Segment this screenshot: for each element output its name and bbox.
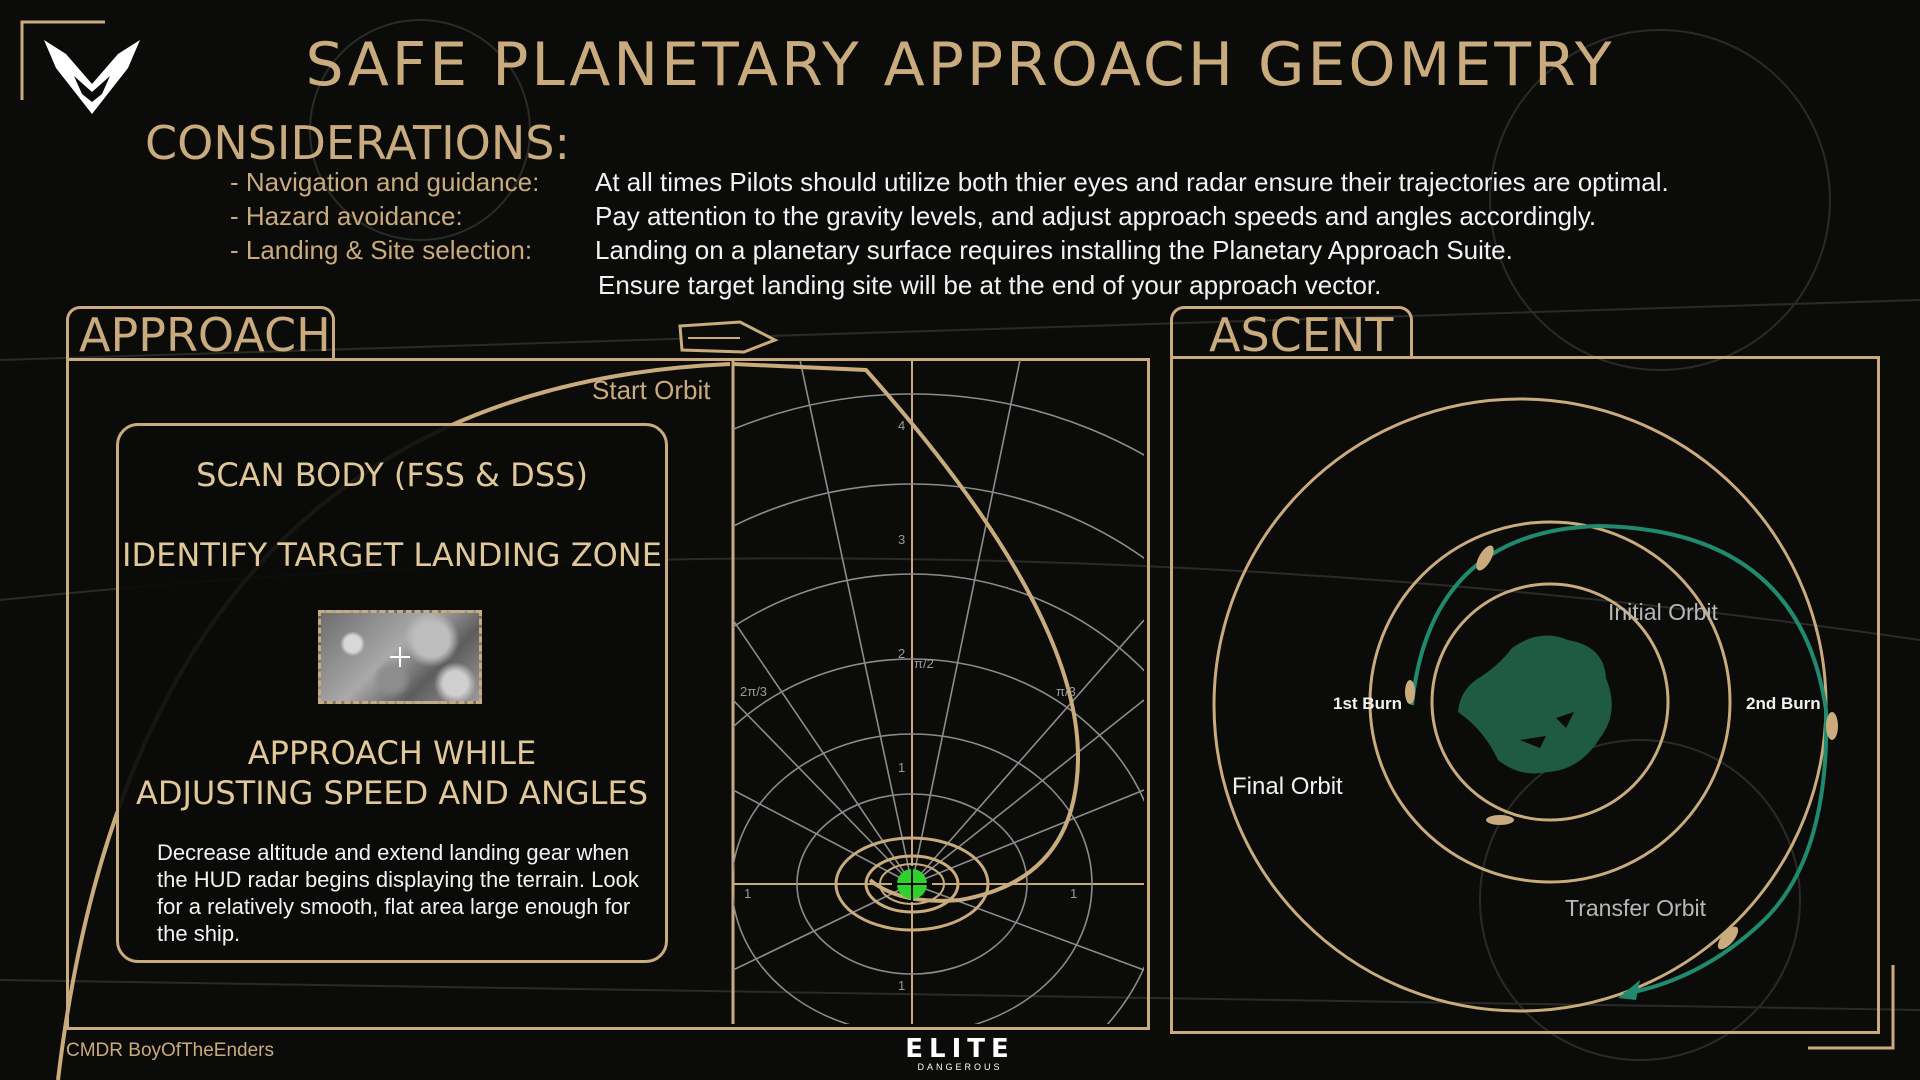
approach-tab: APPROACH	[66, 306, 335, 361]
approach-note: Decrease altitude and extend landing gear when the HUD radar begins displaying the terrain. Look for a relatively smooth, flat area large enough for the ship.	[157, 840, 639, 946]
grid-label: 3	[898, 532, 906, 547]
consideration-description: At all times Pilots should utilize both thier eyes and radar ensure their trajectories are optimal.	[595, 167, 1669, 197]
grid-label: 1	[898, 978, 906, 993]
consideration-label: - Navigation and guidance:	[230, 167, 540, 197]
grid-label: 2	[898, 646, 906, 661]
grid-label: 1	[1070, 886, 1078, 901]
start-orbit-label: Start Orbit	[592, 375, 711, 405]
initial-orbit-label: Initial Orbit	[1608, 599, 1718, 625]
transfer-orbit-label: Transfer Orbit	[1565, 895, 1707, 921]
grid-label: 1	[898, 760, 906, 775]
grid-label: π/2	[914, 656, 934, 671]
step-adjust: ADJUSTING SPEED AND ANGLES	[135, 774, 649, 812]
ascent-tab: ASCENT	[1170, 306, 1413, 358]
second-burn-label: 2nd Burn	[1746, 694, 1821, 713]
step-approach: APPROACH WHILE	[247, 734, 537, 772]
brand-subtitle: DANGEROUS	[917, 1062, 1003, 1072]
brand-name: ELITE	[905, 1034, 1015, 1064]
consideration-label: - Hazard avoidance:	[230, 201, 463, 231]
author-credit: CMDR BoyOfTheEnders	[66, 1040, 275, 1061]
step-identify-zone: IDENTIFY TARGET LANDING ZONE	[122, 536, 662, 574]
grid-label: 2π/3	[740, 684, 768, 699]
transfer-orbit-path	[1412, 526, 1826, 994]
transfer-arrow-icon	[1618, 980, 1640, 1000]
step-scan-body: SCAN BODY (FSS & DSS)	[196, 456, 588, 494]
page-title: SAFE PLANETARY APPROACH GEOMETRY	[305, 30, 1615, 100]
consideration-description: Ensure target landing site will be at the end of your approach vector.	[598, 270, 1382, 300]
grid-label: 4	[898, 418, 906, 433]
consideration-label: - Landing & Site selection:	[230, 235, 533, 265]
grid-label: 1	[744, 886, 752, 901]
first-burn-label: 1st Burn	[1333, 694, 1402, 713]
final-orbit-label: Final Orbit	[1232, 773, 1343, 800]
consideration-description: Pay attention to the gravity levels, and adjust approach speeds and angles accordingly.	[595, 201, 1597, 231]
considerations-heading: CONSIDERATIONS:	[145, 116, 570, 170]
planet-icon	[1458, 636, 1612, 774]
grid-label: π/3	[1056, 684, 1076, 699]
consideration-description: Landing on a planetary surface requires installing the Planetary Approach Suite.	[595, 235, 1513, 265]
